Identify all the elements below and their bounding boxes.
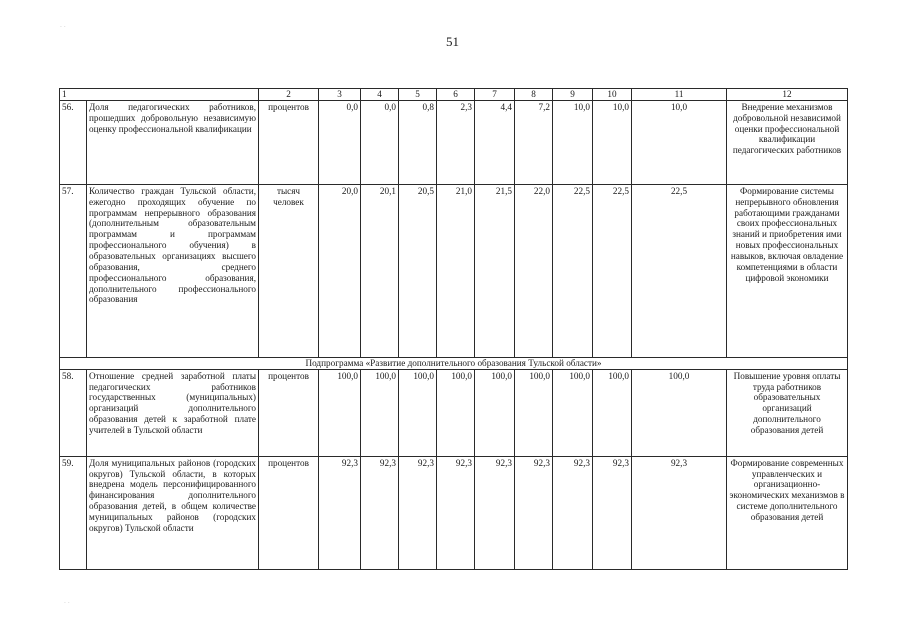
indicator-name: Количество граждан Тульской области, ежегодно проходящих обучение по программам непрерывного образования (дополнительным образовательным программам и программам профессионального обучения) в образовательных организациях высшего образования, среднего профессионального образования, дополнительного профессионального образования xyxy=(87,184,259,357)
indicator-name: Доля муниципальных районов (городских округов) Тульской области, в которых внедрена модель персонифицированного финансирования дополнительного образования детей, в общем количестве муниципальных районов (городских округов) Тульской области xyxy=(87,456,259,569)
value-cell: 92,3 xyxy=(437,456,475,569)
indicators-table xyxy=(59,88,848,570)
value-cell: 22,0 xyxy=(515,184,553,357)
column-number-8: 8 xyxy=(515,89,553,101)
scan-speck: · · xyxy=(60,24,66,31)
table-row xyxy=(60,184,848,357)
table-row xyxy=(60,369,848,456)
value-cell: 100,0 xyxy=(319,369,361,456)
value-cell: 92,3 xyxy=(632,456,727,569)
expected-result: Формирование современных управленческих и организационно-экономических механизмов в системе дополнительного образования детей xyxy=(727,456,848,569)
value-cell: 20,1 xyxy=(361,184,399,357)
indicator-name: Доля педагогических работников, прошедших добровольную независимую оценку профессиональной квалификации xyxy=(87,100,259,184)
value-cell: 100,0 xyxy=(437,369,475,456)
value-cell: 92,3 xyxy=(553,456,593,569)
value-cell: 21,0 xyxy=(437,184,475,357)
value-cell: 100,0 xyxy=(632,369,727,456)
expected-result: Формирование системы непрерывного обновления работающими гражданами своих профессиональных знаний и приобретения ими новых профессиональных навыков, включая овладение компетенциями в области цифровой экономики xyxy=(727,184,848,357)
column-number-3: 3 xyxy=(319,89,361,101)
value-cell: 2,3 xyxy=(437,100,475,184)
subprogram-title: Подпрограмма «Развитие дополнительного образования Тульской области» xyxy=(60,357,848,369)
column-number-row xyxy=(60,89,848,101)
scan-speck: · · xyxy=(64,600,70,607)
expected-result: Повышение уровня оплаты труда работников образовательных организаций дополнительного образования детей xyxy=(727,369,848,456)
column-number-2: 2 xyxy=(259,89,319,101)
value-cell: 0,8 xyxy=(399,100,437,184)
value-cell: 4,4 xyxy=(475,100,515,184)
value-cell: 100,0 xyxy=(515,369,553,456)
value-cell: 22,5 xyxy=(632,184,727,357)
subprogram-row xyxy=(60,357,848,369)
column-number-7: 7 xyxy=(475,89,515,101)
row-number: 59. xyxy=(60,456,87,569)
column-number-4: 4 xyxy=(361,89,399,101)
page-number: 51 xyxy=(446,34,459,49)
value-cell: 92,3 xyxy=(515,456,553,569)
value-cell: 92,3 xyxy=(399,456,437,569)
value-cell: 100,0 xyxy=(553,369,593,456)
column-number-12: 12 xyxy=(727,89,848,101)
column-number-9: 9 xyxy=(553,89,593,101)
indicator-name: Отношение средней заработной платы педагогических работников государственных (муниципальных) организаций дополнительного образования детей к заработной плате учителей в Тульской области xyxy=(87,369,259,456)
row-number: 57. xyxy=(60,184,87,357)
unit: процентов xyxy=(259,456,319,569)
value-cell: 7,2 xyxy=(515,100,553,184)
column-number-5: 5 xyxy=(399,89,437,101)
value-cell: 10,0 xyxy=(632,100,727,184)
value-cell: 10,0 xyxy=(553,100,593,184)
unit: процентов xyxy=(259,100,319,184)
table-row xyxy=(60,456,848,569)
value-cell: 100,0 xyxy=(399,369,437,456)
expected-result: Внедрение механизмов добровольной независимой оценки профессиональной квалификации педагогических работников xyxy=(727,100,848,184)
value-cell: 92,3 xyxy=(593,456,632,569)
value-cell: 92,3 xyxy=(319,456,361,569)
value-cell: 0,0 xyxy=(361,100,399,184)
value-cell: 22,5 xyxy=(593,184,632,357)
unit: тысяч человек xyxy=(259,184,319,357)
column-number-10: 10 xyxy=(593,89,632,101)
value-cell: 92,3 xyxy=(361,456,399,569)
column-number-6: 6 xyxy=(437,89,475,101)
row-number: 56. xyxy=(60,100,87,184)
value-cell: 100,0 xyxy=(475,369,515,456)
value-cell: 20,0 xyxy=(319,184,361,357)
value-cell: 92,3 xyxy=(475,456,515,569)
table-row xyxy=(60,100,848,184)
value-cell: 21,5 xyxy=(475,184,515,357)
value-cell: 10,0 xyxy=(593,100,632,184)
row-number: 58. xyxy=(60,369,87,456)
column-number-11: 11 xyxy=(632,89,727,101)
value-cell: 0,0 xyxy=(319,100,361,184)
unit: процентов xyxy=(259,369,319,456)
column-number-1: 1 xyxy=(60,89,259,101)
value-cell: 20,5 xyxy=(399,184,437,357)
value-cell: 22,5 xyxy=(553,184,593,357)
value-cell: 100,0 xyxy=(593,369,632,456)
value-cell: 100,0 xyxy=(361,369,399,456)
